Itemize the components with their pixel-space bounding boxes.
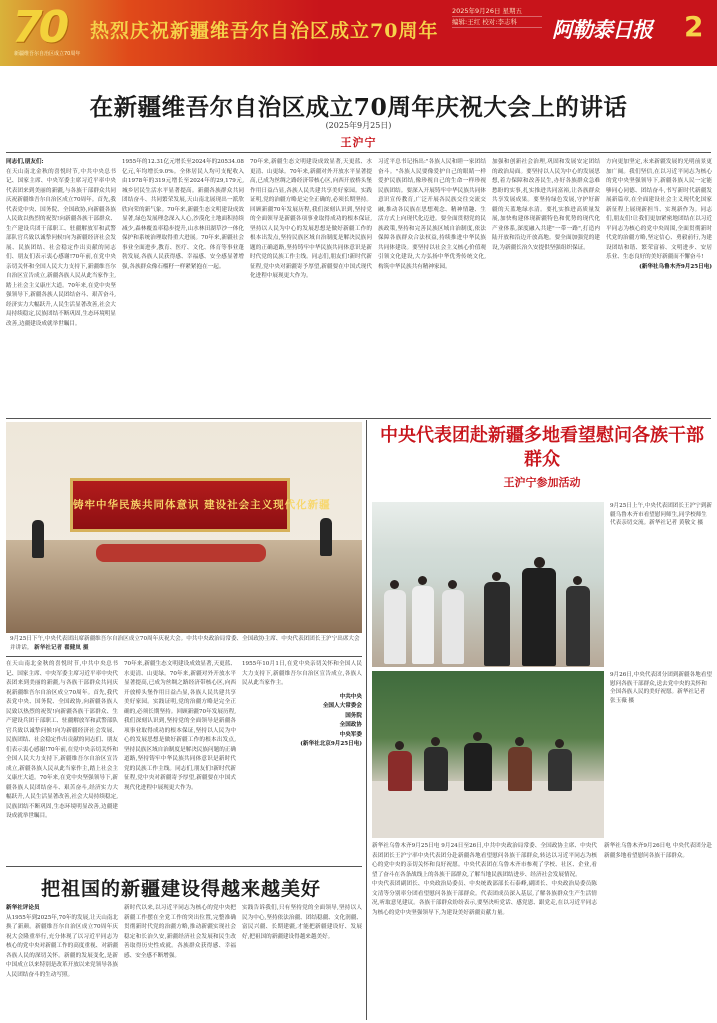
article3-col-2-text: 新时代以来,以习近平同志为核心的党中央把新疆工作摆在全党工作的突出位置,完整准确贯彻新时代党的治疆方略,推动新疆实现社会稳定和长治久安,新疆经济社会发展和民生改善取得历史性成就。各族群众获得感、幸福感、安全感不断增强。 bbox=[124, 905, 236, 959]
article2-note: 王沪宁参加活动 bbox=[503, 476, 581, 489]
masthead-meta bbox=[452, 6, 542, 28]
main-col-3-text: 70年来,新疆生态文明建设成效显著,天更蓝、水更清、山更绿。70年来,新疆对外开放水平显著提高,已成为丝绸之路经济带核心区,向西开放桥头堡作用日益凸显,各族人民共建共享美好家园。实践证明,党的治疆方略是完全正确的,必须长期坚持。回顾新疆70年发展历程,我们深刻认识到,坚持党的全面领导是新疆各项事业取得成功的根本保证,坚持以人民为中心的发展思想是做好新疆工作的根本出发点,坚持民族区域自治制度是解决民族问题的正确道路,坚持铸牢中华民族共同体意识是新时代党的民族工作主线。同志们,朋友们!新时代新征程,党中央对新疆寄予厚望,新疆要在中国式现代化进程中展现更大作为。 bbox=[250, 159, 372, 279]
misc-col-1 bbox=[6, 660, 118, 864]
stage-backdrop bbox=[70, 478, 331, 532]
student-3 bbox=[442, 590, 464, 664]
official-2 bbox=[522, 568, 556, 666]
villager-1-head bbox=[395, 741, 404, 750]
official-1 bbox=[484, 582, 510, 666]
misc-signatories: 中共中央 全国人大常委会 国务院 全国政协 中央军委 bbox=[322, 693, 362, 738]
badge-text: 新疆维吾尔自治区成立70周年 bbox=[14, 51, 81, 57]
main-col-5 bbox=[492, 158, 600, 416]
vertical-rule bbox=[366, 420, 367, 1020]
masthead bbox=[0, 0, 717, 66]
newspaper-logo: 阿勒泰日报 bbox=[552, 17, 652, 42]
villager-3 bbox=[508, 747, 532, 791]
villager-2-head bbox=[431, 737, 440, 746]
villager-4 bbox=[548, 749, 572, 791]
article3-col-1 bbox=[6, 904, 118, 1020]
main-col-5-text: 加强和创新社会治理,巩固和发展安定团结的政治局面。要坚持以人民为中心的发展思想,着力保障和改善民生,办好各族群众急难愁盼的实事,扎实推进共同富裕,让各族群众共享发展成果。要坚持绿色发展,守护好新疆的天蓝地绿水清。要扎实推进高质量发展,加快构建体现新疆特色和优势的现代化产业体系,深度融入共建"一带一路",打造内陆开放和沿边开放高地。要全面加强党的建设,为新疆长治久安提供坚强组织保证。 bbox=[492, 159, 600, 251]
student-3-head bbox=[448, 580, 457, 589]
ceremony-photo bbox=[6, 422, 362, 633]
section-rule-1 bbox=[6, 418, 711, 419]
flower-display bbox=[96, 544, 266, 562]
person-right bbox=[320, 518, 332, 556]
person-left bbox=[32, 520, 44, 558]
article2-body-left-text: 新华社乌鲁木齐9月25日电 9月24日至26日,中共中央政治局常委、全国政协主席、中央代表团团长王沪宁率中央代表团分赴新疆各地看望慰问各族干部群众,转达以习近平同志为核心的党中央的亲切关怀和良好祝愿。中央代表团在乌鲁木齐市参观了学校、社区、企业,看望了奋斗在各条战线上的各族干部群众,了解当地民族团结进步、经济社会发展情况。 bbox=[372, 843, 597, 878]
caption-credit: 新华社记者 翟健岚 摄 bbox=[34, 645, 89, 651]
main-headline: 在新疆维吾尔自治区成立70周年庆祝大会上的讲话 bbox=[89, 93, 628, 121]
official-center bbox=[464, 743, 492, 791]
backdrop-text: 铸牢中华民族共同体意识 建设社会主义现代化新疆 bbox=[73, 499, 331, 511]
ceremony-caption bbox=[10, 635, 360, 653]
side-caption-2: 9月26日,中央代表团分团到新疆各地看望慰问各族干部群众,送去党中央的关怀和全国各族人民的美好祝愿。新华社记者 张玉薇 摄 bbox=[610, 672, 712, 704]
anniversary-badge bbox=[10, 2, 81, 57]
main-col-4-text: 习近平总书记指出:"各族人民和睦一家团结奋斗。"各族人民要像爱护自己的眼睛一样爱护民族团结,像珍视自己的生命一样珍视民族团结。要深入开展铸牢中华民族共同体意识宣传教育,广泛开展各民族交往交流交融,推动各民族在思想观念、精神情趣、生活方式上向现代化迈进。要全面贯彻党的民族政策,坚持和完善民族区域自治制度,依法保障各族群众合法权益,持续推进中华民族共同体建设。要坚持以社会主义核心价值观引领文化建设,大力弘扬中华优秀传统文化,构筑中华民族共有精神家园。 bbox=[378, 159, 486, 270]
editor-line: 编辑:王红 校对:李志科 bbox=[452, 17, 542, 28]
villager-2 bbox=[424, 747, 448, 791]
student-1 bbox=[384, 590, 406, 664]
article3-headline: 把祖国的新疆建设得越来越美好 bbox=[40, 878, 321, 900]
main-col-3 bbox=[250, 158, 372, 416]
article3-col-2 bbox=[124, 904, 236, 1020]
article3-col-3 bbox=[242, 904, 362, 1020]
side-caption-1: 9月25日上午,中央代表团团长王沪宁到新疆乌鲁木齐市看望慰问师生,同学校师生代表亲切交流。新华社记者 黄敬文 摄 bbox=[610, 503, 712, 526]
main-author: 王沪宁 bbox=[340, 136, 377, 149]
article2-body-right-text: 新华社乌鲁木齐9月26日电 中央代表团分赴新疆多地看望慰问各族干部群众。 bbox=[604, 843, 712, 859]
main-col-1-text: 在天山南北金秋的喜悦时节,中共中央总书记、国家主席、中央军委主席习近平率中央代表团来到美丽的新疆,与各族干部群众共同庆祝新疆维吾尔自治区成立70周年。首先,我代表党中央、国务院、全国政协,向新疆各族人民致以热烈的祝贺!向新疆各族干部群众、生产建设兵团干部职工、驻疆解放军和武警部队官兵致以诚挚问候!向为新疆经济社会发展、民族团结、社会稳定作出贡献的同志们、朋友们表示衷心感谢!70年前,在党中央亲切关怀和全国人民大力支持下,新疆维吾尔自治区宣告成立,新疆各族人民从此当家作主,踏上社会主义康庄大道。70年来,在党中央坚强领导下,新疆各族人民团结奋斗、艰苦奋斗,经济实力大幅跃升,人民生活显著改善,社会大局持续稳定,民族团结不断巩固,生态环境明显改善,边疆建设成就举世瞩目。 bbox=[6, 168, 116, 327]
greeting: 同志们,朋友们: bbox=[6, 159, 44, 165]
student-2 bbox=[412, 586, 434, 664]
misc-col-3 bbox=[242, 660, 362, 864]
issue-date: 2025年9月26日 星期五 bbox=[452, 6, 542, 17]
badge-number: 70 bbox=[12, 2, 66, 53]
section-rule-2 bbox=[6, 656, 362, 657]
official-1-head bbox=[492, 572, 501, 581]
article2-body-right bbox=[604, 842, 712, 1020]
student-2-head bbox=[418, 576, 427, 585]
article3-col-3-text: 实践告诉我们,只有坚持党的全面领导,坚持以人民为中心,坚持依法治疆、团结稳疆、文化润疆、富民兴疆、长期建疆,才能把新疆建设好、发展好,把祖国的新疆建设得越来越美好。 bbox=[242, 905, 362, 940]
main-col-6-text: 方向更加坚定,未来新疆发展的光明前景更加广阔。我们坚信,在以习近平同志为核心的党中央坚强领导下,新疆各族人民一定能够同心同德、团结奋斗,书写新时代新疆发展新篇章,在全面建设社会主义现代化国家新征程上展现新担当、实现新作为。同志们,朋友们!让我们更加紧密地团结在以习近平同志为核心的党中央周围,全面贯彻新时代党的治疆方略,坚定信心、勇毅前行,为建设团结和谐、繁荣富裕、文明进步、安居乐业、生态良好的美好新疆而不懈奋斗! bbox=[606, 159, 712, 260]
misc-source: (新华社北京9月25日电) bbox=[300, 741, 362, 747]
main-col-6 bbox=[606, 158, 712, 416]
community-visit-caption bbox=[610, 671, 712, 838]
article2-headline: 中央代表团赴新疆多地看望慰问各族干部群众 bbox=[380, 425, 704, 470]
article3-lead: 新华社评论员 bbox=[6, 905, 40, 911]
official-2-head bbox=[534, 557, 545, 568]
school-visit-photo bbox=[372, 502, 604, 667]
article2-body-left bbox=[372, 842, 597, 1020]
official-3 bbox=[566, 586, 590, 666]
misc-lines: 1955年10月1日,在党中央亲切关怀和全国人民大力支持下,新疆维吾尔自治区宣告成立,各族人民从此当家作主。 bbox=[242, 661, 362, 686]
article2-body-mid-text: 中央代表团副团长、中央政治局委员、中央统战部部长石泰峰,副团长、中央政治局委员陈文清等分别率分团看望慰问各族干部群众。代表团成员深入基层,了解各族群众生产生活情况,听取意见建议。各族干部群众纷纷表示,要坚决听党话、感党恩、跟党走,在以习近平同志为核心的党中央坚强领导下,为建设美好新疆贡献力量。 bbox=[372, 881, 597, 916]
caption-text: 9月25日下午,中央代表团出席新疆维吾尔自治区成立70周年庆祝大会。中共中央政治局常委、全国政协主席、中央代表团团长王沪宁出席大会并讲话。 bbox=[10, 636, 360, 651]
official-3-head bbox=[573, 576, 582, 585]
masthead-slogan: 热烈庆祝新疆维吾尔自治区成立70周年 bbox=[90, 20, 439, 42]
villager-1 bbox=[388, 751, 412, 791]
school-visit-caption bbox=[610, 502, 712, 667]
main-col-2-text: 1955年的12.31亿元增长至2024年的20534.08亿元,年均增长9.0%。全体居民人均可支配收入由1978年的319元增长至2024年的29,179元,城乡居民生活水平显著提高。新疆各族群众共同团结奋斗、共同繁荣发展,天山南北展现出一派欣欣向荣的新气象。70年来,新疆生态文明建设成效显著,绿色发展理念深入人心,沙漠化土地面积持续减少,森林覆盖率稳步提升,山水林田湖草沙一体化保护和系统治理取得重大进展。70年来,新疆社会事业全面进步,教育、医疗、文化、体育等事业蓬勃发展,各族人民获得感、幸福感、安全感显著增强,各族群众像石榴籽一样紧紧抱在一起。 bbox=[122, 159, 244, 270]
community-visit-photo bbox=[372, 671, 604, 838]
misc-col-1-text: 在天山南北金秋的喜悦时节,中共中央总书记、国家主席、中央军委主席习近平率中央代表团来到美丽的新疆,与各族干部群众共同庆祝新疆维吾尔自治区成立70周年。首先,我代表党中央、国务院、全国政协,向新疆各族人民致以热烈的祝贺!向新疆各族干部群众、生产建设兵团干部职工、驻疆解放军和武警部队官兵致以诚挚问候!向为新疆经济社会发展、民族团结、社会稳定作出贡献的同志们、朋友们表示衷心感谢!70年前,在党中央亲切关怀和全国人民大力支持下,新疆维吾尔自治区宣告成立,新疆各族人民从此当家作主,踏上社会主义康庄大道。70年来,在党中央坚强领导下,新疆各族人民团结奋斗、艰苦奋斗,经济实力大幅跃升,人民生活显著改善,社会大局持续稳定,民族团结不断巩固,生态环境明显改善,边疆建设成就举世瞩目。 bbox=[6, 661, 118, 819]
misc-col-2-text: 70年来,新疆生态文明建设成效显著,天更蓝、水更清、山更绿。70年来,新疆对外开放水平显著提高,已成为丝绸之路经济带核心区,向西开放桥头堡作用日益凸显,各族人民共建共享美好家园。实践证明,党的治疆方略是完全正确的,必须长期坚持。回顾新疆70年发展历程,我们深刻认识到,坚持党的全面领导是新疆各项事业取得成功的根本保证,坚持以人民为中心的发展思想是做好新疆工作的根本出发点,坚持民族区域自治制度是解决民族问题的正确道路,坚持铸牢中华民族共同体意识是新时代党的民族工作主线。同志们,朋友们!新时代新征程,党中央对新疆寄予厚望,新疆要在中国式现代化进程中展现更大作为。 bbox=[124, 661, 236, 791]
official-center-head bbox=[473, 732, 482, 741]
villager-3-head bbox=[515, 737, 524, 746]
page-number: 2 bbox=[684, 10, 704, 43]
villager-4-head bbox=[555, 739, 564, 748]
article3-col-1-text: 从1955年到2025年,70年的发展,让天山南北换了新颜。新疆维吾尔自治区成立70周年庆祝大会隆重举行,充分体现了以习近平同志为核心的党中央对新疆工作的高度重视、对新疆各族人民的深切关怀。新疆的发展变化,是新中国成立以来特别是改革开放以来党领导各族人民团结奋斗的生动写照。 bbox=[6, 914, 118, 978]
main-col-2 bbox=[122, 158, 244, 416]
main-col-1 bbox=[6, 158, 116, 416]
main-source: (新华社乌鲁木齐9月25日电) bbox=[639, 263, 712, 270]
main-col-4 bbox=[378, 158, 486, 416]
section-rule-3 bbox=[6, 866, 362, 867]
student-1-head bbox=[390, 580, 399, 589]
misc-col-2 bbox=[124, 660, 236, 864]
main-dateline: (2025年9月25日) bbox=[325, 121, 392, 130]
header-rule bbox=[6, 152, 711, 153]
window-band bbox=[372, 502, 604, 548]
